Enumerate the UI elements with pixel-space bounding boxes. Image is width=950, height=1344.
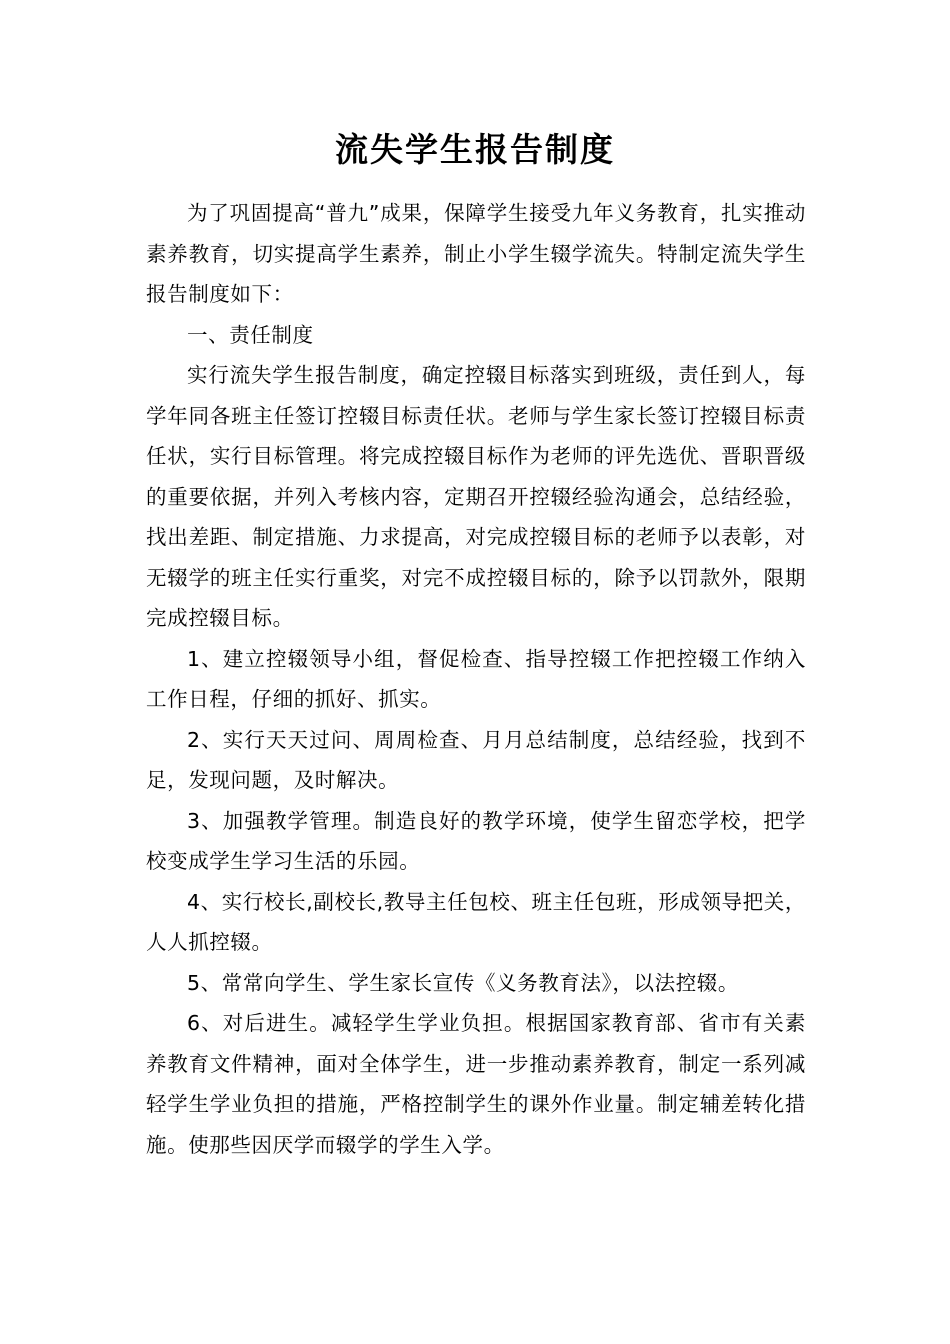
list-item-2: 2、实行天天过问、周周检查、月月总结制度，总结经验，找到不足，发现问题，及时解决。 [146,727,806,792]
document-body [146,193,806,1165]
section-heading-responsibility: 一、责任制度 [187,322,314,347]
document-title: 流失学生报告制度 [335,130,615,169]
list-item-1: 1、建立控辍领导小组，督促检查、指导控辍工作把控辍工作纳入工作日程，仔细的抓好、抓实。 [146,646,806,711]
paragraph-responsibility: 实行流失学生报告制度，确定控辍目标落实到班级，责任到人，每学年同各班主任签订控辍目标责任状。老师与学生家长签订控辍目标责任状，实行目标管理。将完成控辍目标作为老师的评先选优、晋职晋级的重要依据，并列入考核内容，定期召开控辍经验沟通会，总结经验，找出差距、制定措施、力求提高，对完成控辍目标的老师予以表彰，对无辍学的班主任实行重奖，对完不成控辍目标的，除予以罚款外，限期完成控辍目标。 [146,363,806,630]
list-item-6: 6、对后进生。减轻学生学业负担。根据国家教育部、省市有关素养教育文件精神，面对全体学生，进一步推动素养教育，制定一系列减轻学生学业负担的措施，严格控制学生的课外作业量。制定辅差转化措施。使那些因厌学而辍学的学生入学。 [146,1011,806,1157]
list-item-4: 4、实行校长,副校长,教导主任包校、班主任包班，形成领导把关，人人抓控辍。 [146,889,806,954]
list-item-5: 5、常常向学生、学生家长宣传《义务教育法》，以法控辍。 [187,970,739,995]
paragraph-intro: 为了巩固提高“普九”成果，保障学生接受九年义务教育，扎实推动素养教育，切实提高学生素养，制止小学生辍学流失。特制定流失学生报告制度如下： [146,201,806,306]
list-item-3: 3、加强教学管理。制造良好的教学环境，使学生留恋学校，把学校变成学生学习生活的乐园。 [146,808,806,873]
